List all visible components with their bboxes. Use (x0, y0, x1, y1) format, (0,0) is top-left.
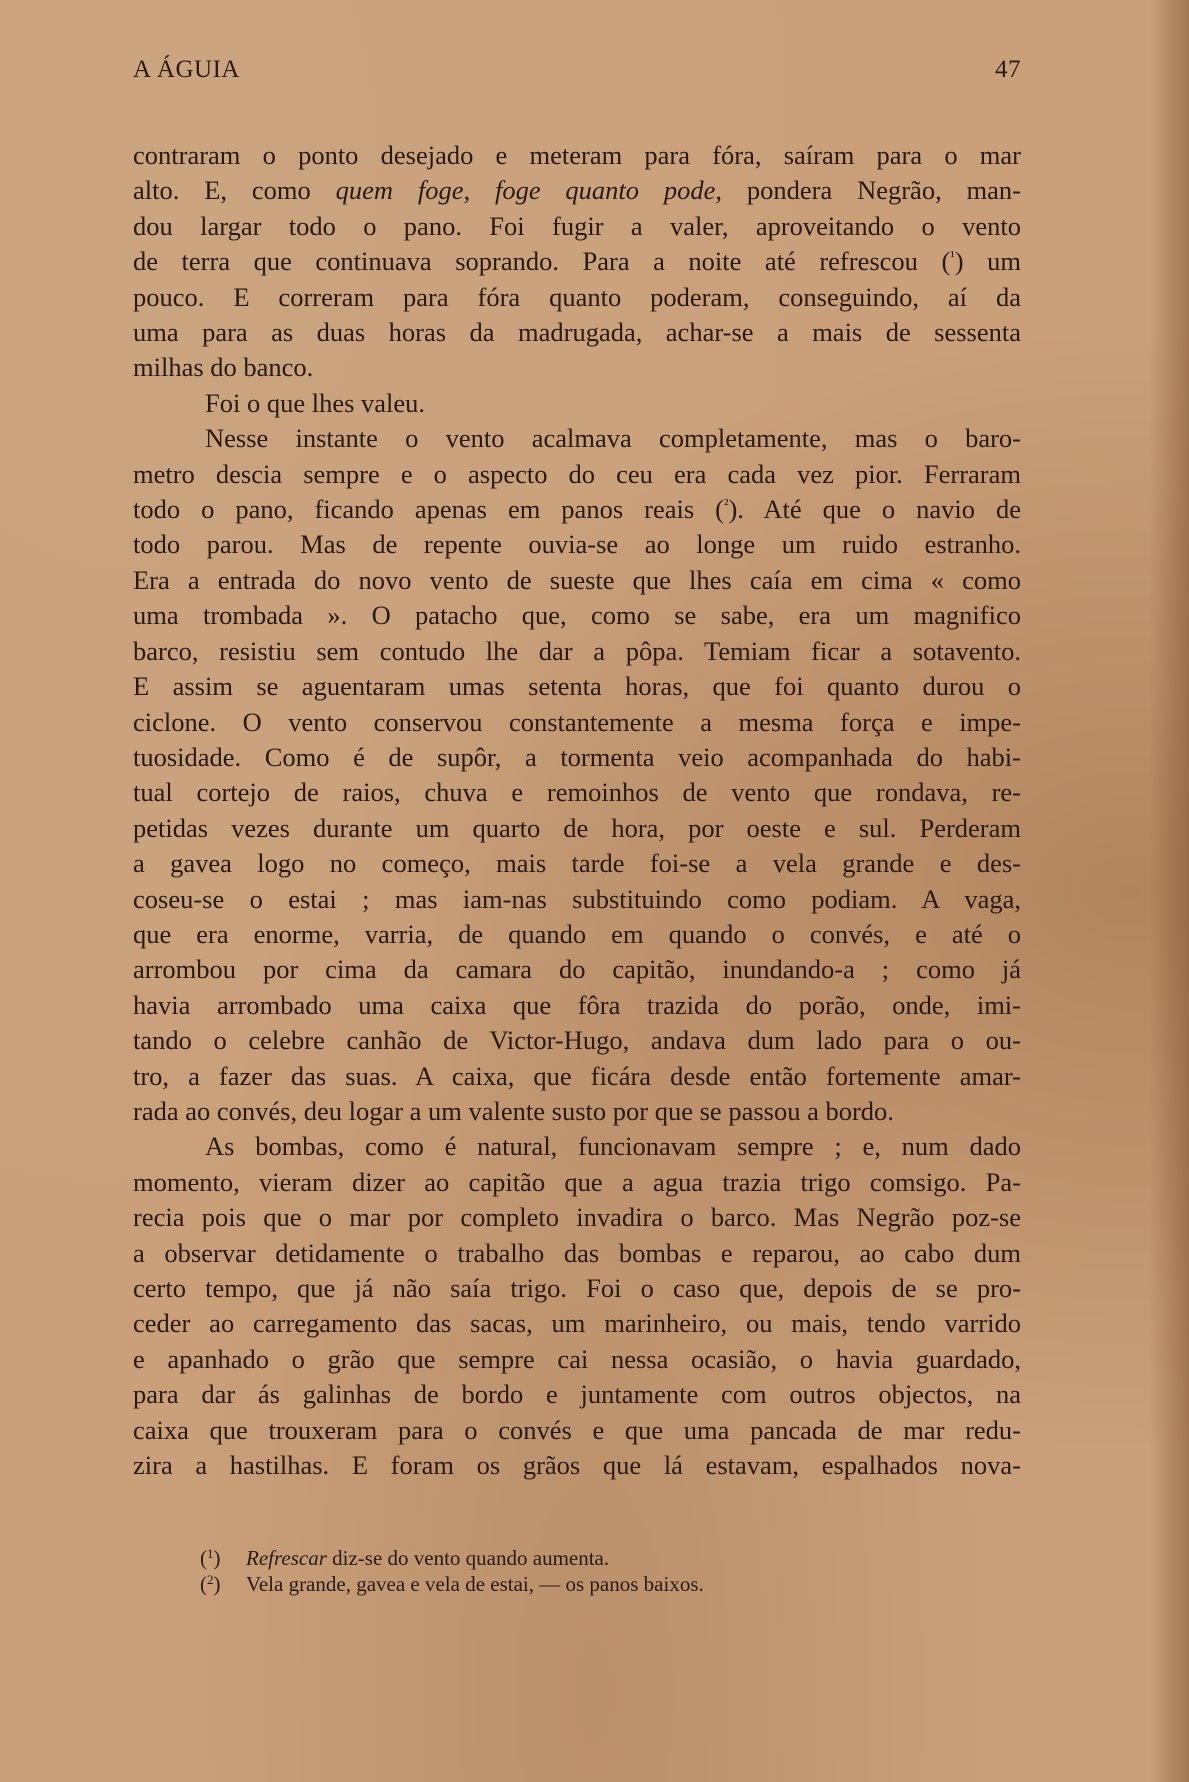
italic-phrase: quem foge, foge quanto pode, (335, 175, 723, 206)
text-line: a observar detidamente o trabalho das bombas e reparou, ao cabo dum (133, 1237, 1021, 1268)
footnote-mark: 2 (207, 1572, 214, 1587)
text-line: barco, resistiu sem contudo lhe dar a pôpa. Temiam ficar a sotavento. (133, 635, 1021, 666)
text-line: Foi o que lhes valeu. (205, 387, 426, 418)
running-header (133, 56, 1021, 88)
text-line: caixa que trouxeram para o convés e que uma pancada de mar redu- (133, 1414, 1021, 1445)
text-line: metro descia sempre e o aspecto do ceu era cada vez pior. Ferraram (133, 458, 1021, 489)
footnote-1: ($^1$) Refrescar diz-se do vento quando aumenta. (200, 1546, 610, 1570)
footnote-ref-1: ¹ (950, 249, 955, 266)
text-line: pouco. E correram para fóra quanto poderam, conseguindo, aí da (133, 281, 1021, 312)
text-line: E assim se aguentaram umas setenta horas, que foi quanto durou o (133, 671, 1021, 702)
text-line: contraram o ponto desejado e meteram para fóra, saíram para o mar (133, 140, 1021, 170)
text-line: todo parou. Mas de repente ouvia-se ao longe um ruido estranho. (133, 529, 1021, 560)
text-line: que era enorme, varria, de quando em quando o convés, e até o (133, 918, 1021, 949)
text-line: tuosidade. Como é de supôr, a tormenta veio acompanhada do habi- (133, 741, 1021, 772)
text-line: todo o pano, ficando apenas em panos reais ($^{^2}$). Até que o navio de (133, 494, 1021, 525)
text-line: recia pois que o mar por completo invadira o barco. Mas Negrão poz-se (133, 1202, 1021, 1233)
page-edge-shadow (1149, 0, 1189, 1782)
text-line: certo tempo, que já não saía trigo. Foi o caso que, depois de se pro- (133, 1273, 1021, 1303)
footnotes (200, 1545, 880, 1597)
text-line: uma para as duas horas da madrugada, achar-se a mais de sessenta (133, 317, 1021, 348)
text-line: petidas vezes durante um quarto de hora, por oeste e sul. Perderam (133, 812, 1021, 843)
text-line: tro, a fazer das suas. A caixa, que ficára desde então fortemente amar- (133, 1060, 1021, 1091)
journal-title: A ÁGUIA (133, 56, 240, 83)
text-line: havia arrombado uma caixa que fôra trazida do porão, onde, imi- (133, 989, 1021, 1020)
footnote-text: Vela grande, gavea e vela de estai, — os panos baixos. (246, 1572, 704, 1596)
text-line: As bombas, como é natural, funcionavam sempre ; e, num dado (205, 1131, 1021, 1162)
text-line: e apanhado o grão que sempre cai nessa ocasião, o havia guardado, (133, 1343, 1021, 1374)
text-line: de terra que continuava soprando. Para a noite até refrescou ($^{^1}$) um (133, 246, 1021, 277)
text-line: rada ao convés, deu logar a um valente susto por que se passou a bordo. (133, 1095, 894, 1126)
text-line: milhas do banco. (133, 352, 314, 383)
text-line: para dar ás galinhas de bordo e juntamente com outros objectos, na (133, 1379, 1021, 1410)
footnote-ref-2: ² (723, 497, 729, 514)
text-line: tando o celebre canhão de Victor-Hugo, andava dum lado para o ou- (133, 1025, 1021, 1056)
text-line: alto. E, como quem foge, foge quanto pode, pondera Negrão, man- (133, 175, 1021, 206)
footnote-text: diz-se do vento quando aumenta. (326, 1546, 610, 1570)
footnote-term: Refrescar (246, 1546, 327, 1570)
text-line: tual cortejo de raios, chuva e remoinhos de vento que rondava, re- (133, 777, 1021, 808)
footnote-mark: 1 (207, 1546, 214, 1561)
text-line: zira a hastilhas. E foram os grãos que lá estavam, espalhados nova- (133, 1450, 1021, 1481)
body-text (133, 138, 1021, 1483)
text-line: Era a entrada do novo vento de sueste que lhes caía em cima « como (133, 564, 1021, 595)
text-line: coseu-se o estai ; mas iam-nas substituindo como podiam. A vaga, (133, 883, 1021, 914)
text-line: dou largar todo o pano. Foi fugir a valer, aproveitando o vento (133, 210, 1021, 241)
text-line: ciclone. O vento conservou constantemente a mesma força e impe- (133, 706, 1021, 737)
text-line: ceder ao carregamento das sacas, um marinheiro, ou mais, tendo varrido (133, 1308, 1021, 1339)
text-line: arrombou por cima da camara do capitão, inundando-a ; como já (133, 954, 1021, 985)
text-line: Nesse instante o vento acalmava completamente, mas o baro- (205, 423, 1021, 454)
text-line: a gavea logo no começo, mais tarde foi-se a vela grande e des- (133, 848, 1021, 879)
text-line: momento, vieram dizer ao capitão que a agua trazia trigo comsigo. Pa- (133, 1166, 1021, 1197)
page-number: 47 (995, 56, 1021, 83)
footnote-2: ($^2$) Vela grande, gavea e vela de estai, — os panos baixos. (200, 1572, 704, 1596)
text-line: uma trombada ». O patacho que, como se sabe, era um magnifico (133, 600, 1021, 631)
